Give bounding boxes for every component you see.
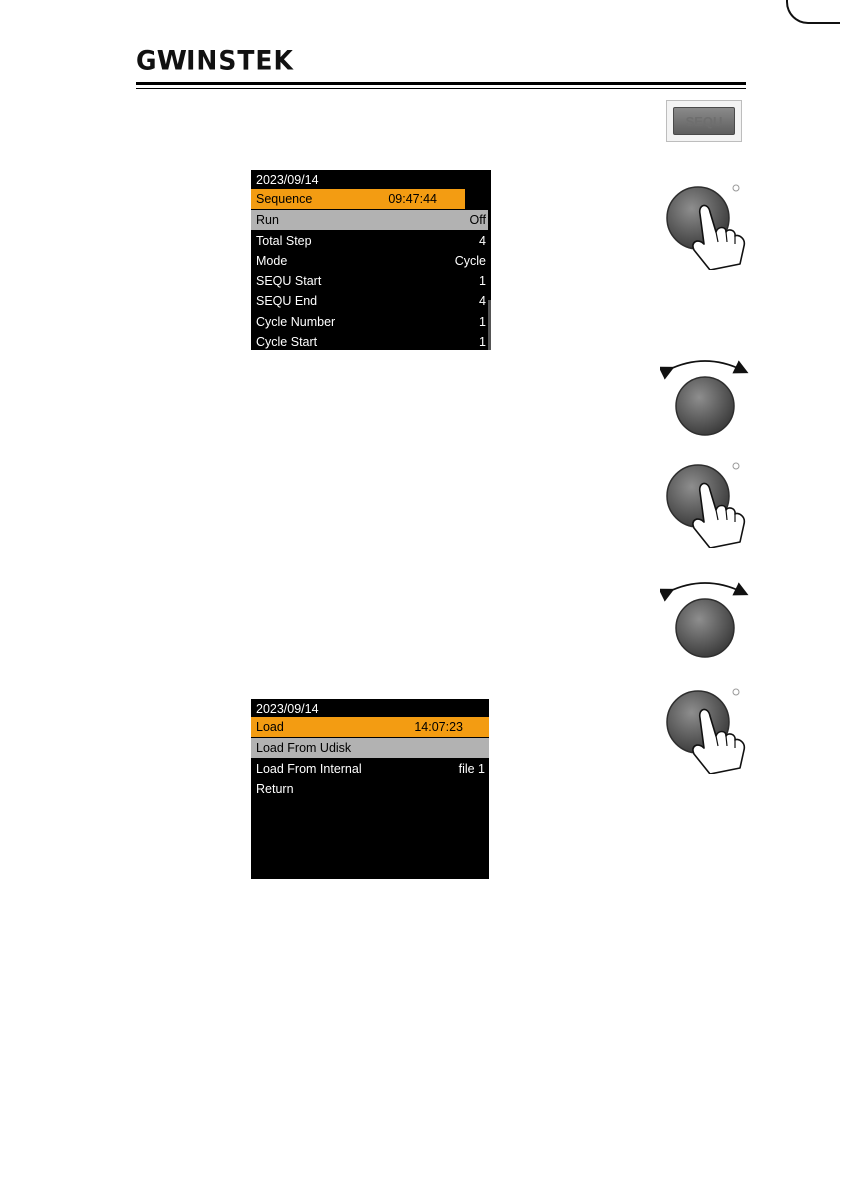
scrollbar[interactable] bbox=[488, 300, 491, 350]
header-rule bbox=[136, 82, 746, 85]
screen-date: 2023/09/14 bbox=[256, 173, 319, 187]
menu-row[interactable] bbox=[251, 291, 491, 311]
header-rule-thin bbox=[136, 88, 746, 89]
brand-logo: GWINSTEK bbox=[136, 45, 294, 76]
menu-row-value: 1 bbox=[479, 335, 486, 349]
menu-row-label: Return bbox=[256, 782, 294, 796]
menu-row-value: Cycle bbox=[454, 254, 486, 268]
menu-row[interactable] bbox=[251, 251, 491, 271]
knob-rotate-icon bbox=[660, 574, 750, 664]
menu-row[interactable] bbox=[251, 271, 491, 291]
menu-row-label: Cycle Start bbox=[256, 335, 318, 349]
screen-title-row bbox=[251, 717, 489, 737]
seq-key-icon bbox=[666, 100, 742, 142]
screen-time: 14:07:23 bbox=[414, 720, 463, 734]
menu-row-label: Mode bbox=[256, 254, 288, 268]
screen-date: 2023/09/14 bbox=[256, 702, 319, 716]
menu-row-label: Load From Udisk bbox=[256, 741, 352, 755]
menu-row[interactable] bbox=[251, 332, 491, 350]
knob-rotate-icon bbox=[660, 352, 750, 442]
load-screen bbox=[251, 699, 489, 879]
menu-row-label: Run bbox=[256, 213, 279, 227]
knob-press-icon bbox=[660, 684, 750, 774]
knob-press-icon bbox=[660, 180, 750, 270]
menu-row-value: 1 bbox=[479, 274, 486, 288]
page-tab-mark bbox=[786, 0, 840, 24]
menu-row[interactable] bbox=[251, 312, 491, 332]
menu-row-value: Off bbox=[469, 213, 486, 227]
menu-row-label: Total Step bbox=[256, 234, 312, 248]
screen-time: 09:47:44 bbox=[388, 192, 437, 206]
screen-date-row bbox=[251, 170, 491, 190]
menu-row-value: 4 bbox=[479, 234, 486, 248]
sequence-screen bbox=[251, 170, 491, 350]
menu-row[interactable] bbox=[251, 738, 489, 758]
menu-row-label: Cycle Number bbox=[256, 315, 336, 329]
knob-press-icon bbox=[660, 458, 750, 548]
menu-row-value: file 1 bbox=[458, 762, 485, 776]
menu-row[interactable] bbox=[251, 210, 488, 230]
screen-title: Sequence bbox=[256, 192, 313, 206]
screen-title: Load bbox=[256, 720, 284, 734]
seq-key-label: SEQU bbox=[673, 107, 735, 135]
screen-date-row bbox=[251, 699, 489, 719]
menu-row[interactable] bbox=[251, 231, 491, 251]
menu-row-label: SEQU Start bbox=[256, 274, 322, 288]
menu-row-label: Load From Internal bbox=[256, 762, 362, 776]
screen-title-row bbox=[251, 189, 465, 209]
menu-row[interactable] bbox=[251, 779, 489, 799]
menu-row-label: SEQU End bbox=[256, 294, 318, 308]
menu-row-value: 4 bbox=[479, 294, 486, 308]
menu-row[interactable] bbox=[251, 759, 489, 779]
menu-row-value: 1 bbox=[479, 315, 486, 329]
